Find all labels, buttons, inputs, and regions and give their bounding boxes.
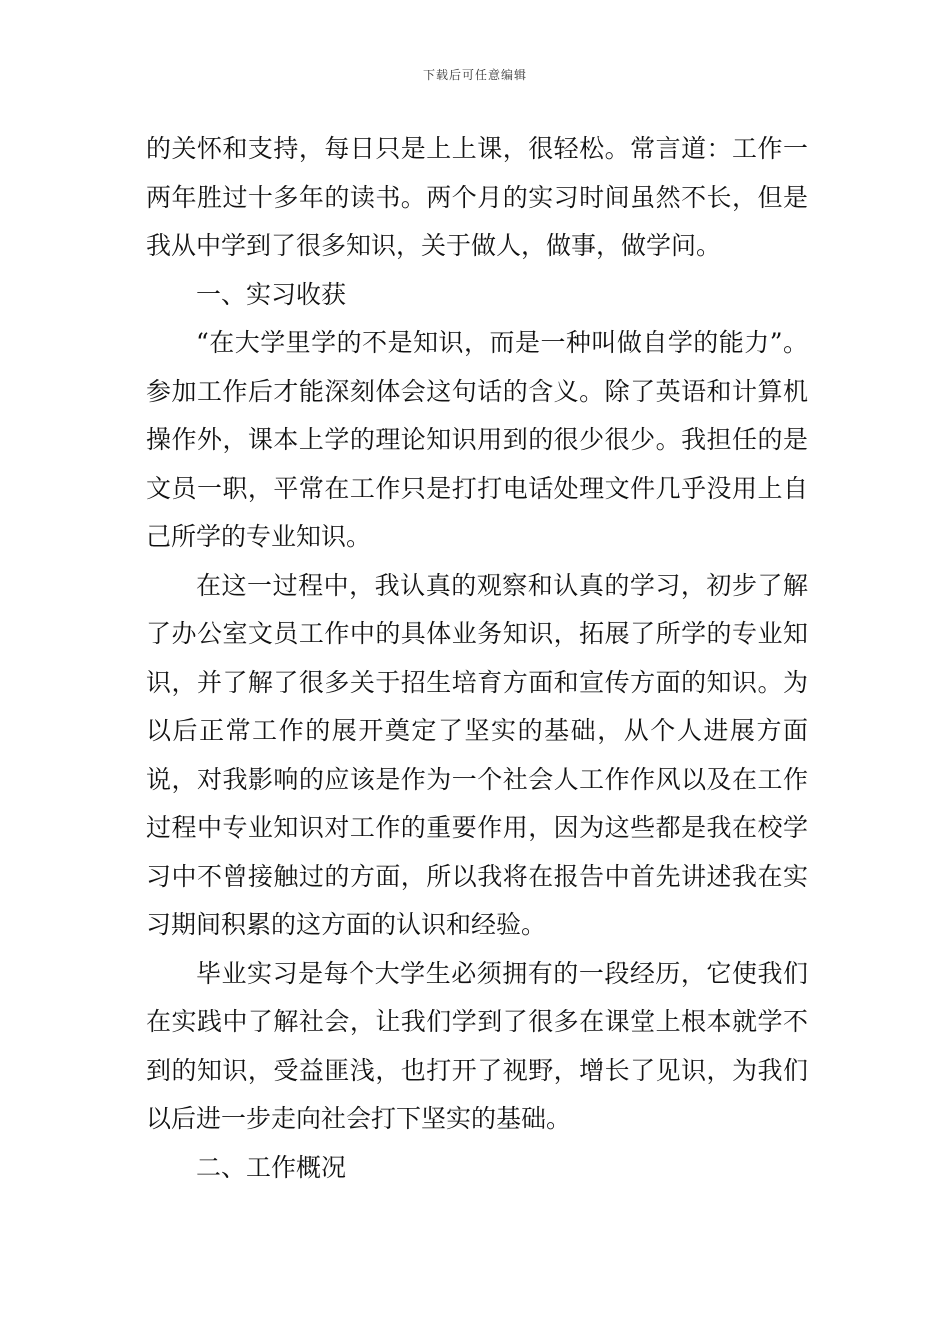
paragraph-office-work: 在这一过程中，我认真的观察和认真的学习，初步了解了办公室文员工作中的具体业务知识，拓展了所学的专业知识，并了解了很多关于招生培育方面和宣传方面的知识。为以后正常工作的展开奠定了坚实的基础，从个人进展方面说，对我影响的应该是作为一个社会人工作作风以及在工作过程中专业知识对工作的重要作用，因为这些都是我在校学习中不曾接触过的方面，所以我将在报告中首先讲述我在实习期间积累的这方面的认识和经验。 (146, 570, 808, 939)
document-body (146, 125, 808, 1192)
section-heading-work-overview: 二、工作概况 (196, 1152, 347, 1182)
paragraph-continuation: 的关怀和支持，每日只是上上课，很轻松。常言道：工作一两年胜过十多年的读书。两个月的实习时间虽然不长，但是我从中学到了很多知识，关于做人，做事，做学问。 (146, 134, 808, 260)
paragraph-graduation-internship: 毕业实习是每个大学生必须拥有的一段经历，它使我们在实践中了解社会，让我们学到了很多在课堂上根本就学不到的知识，受益匪浅，也打开了视野，增长了见识，为我们以后进一步走向社会打下坚实的基础。 (146, 958, 808, 1133)
header-note: 下载后可任意编辑 (422, 68, 527, 82)
section-heading-internship-gains: 一、实习收获 (196, 279, 347, 309)
paragraph-self-learning: “在大学里学的不是知识，而是一种叫做自学的能力”。参加工作后才能深刻体会这句话的含义。除了英语和计算机操作外，课本上学的理论知识用到的很少很少。我担任的是文员一职，平常在工作只是打打电话处理文件几乎没用上自己所学的专业知识。 (146, 328, 808, 551)
